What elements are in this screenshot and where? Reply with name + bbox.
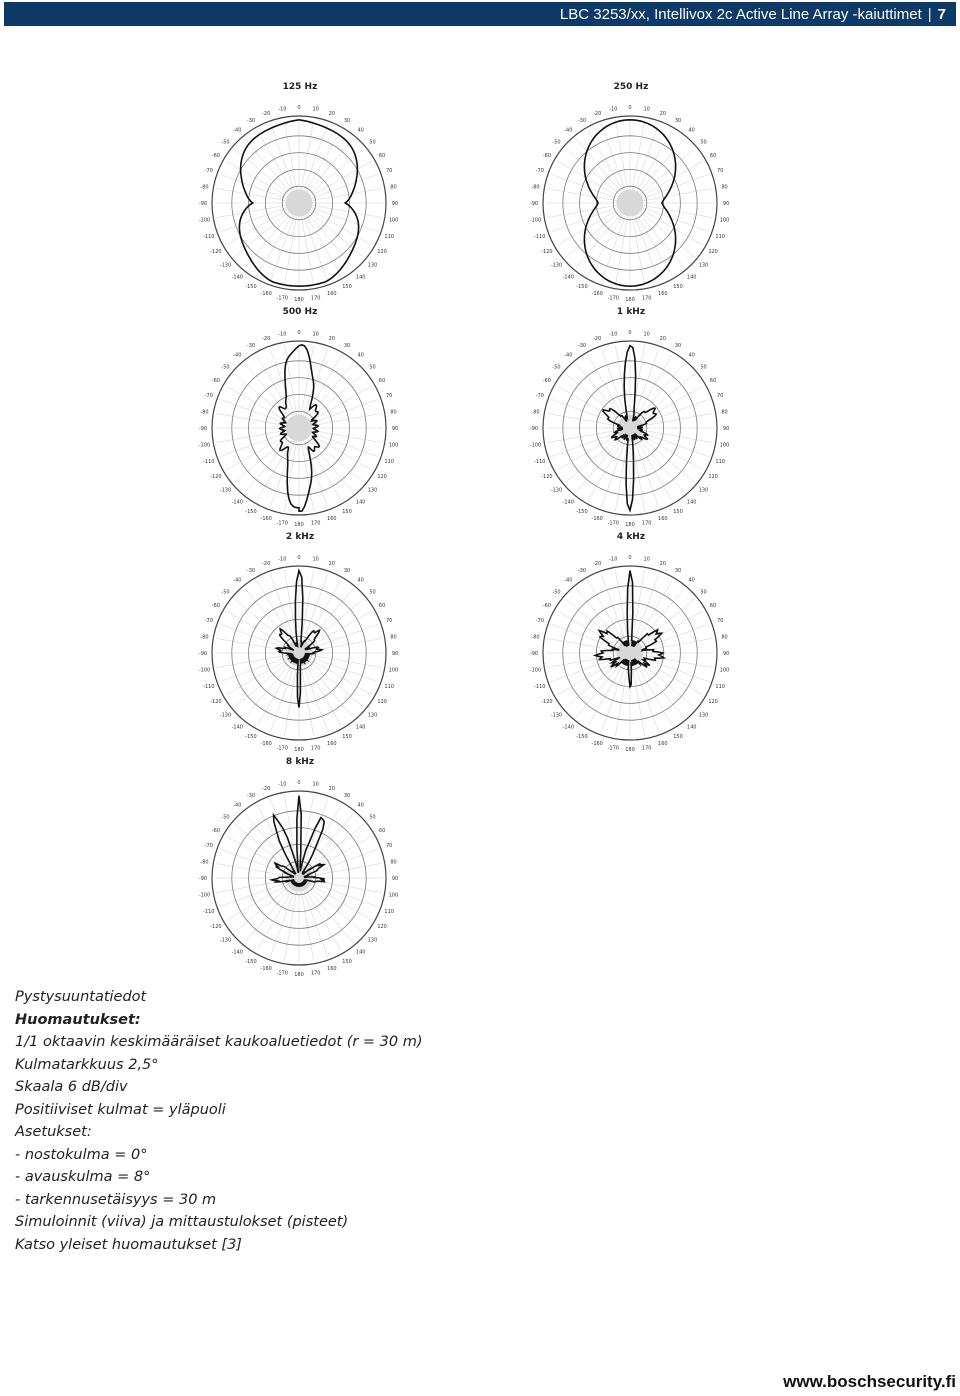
angle-tick-label: 30 [343, 567, 351, 574]
page-header [4, 2, 956, 26]
angle-tick-label: -170 [276, 295, 288, 302]
angle-tick-label: 80 [721, 184, 728, 191]
polar-chart [180, 532, 420, 757]
angle-tick-label: -160 [260, 741, 272, 748]
angle-tick-label: -60 [542, 603, 551, 609]
angle-tick-label: -100 [529, 442, 542, 449]
angle-tick-label: 110 [715, 233, 725, 240]
angle-tick-label: -130 [219, 262, 232, 269]
angle-tick-label: -70 [204, 168, 213, 175]
angle-tick-label: -140 [562, 724, 574, 731]
angle-tick-label: 110 [715, 683, 725, 690]
note-line: - nostokulma = 0° [15, 1146, 148, 1163]
polar-plot-4khz [511, 532, 751, 757]
angle-tick-label: -40 [233, 577, 242, 584]
angle-tick-label: 0 [628, 330, 632, 336]
angle-tick-label: -50 [552, 364, 561, 371]
angle-tick-label: 0 [297, 780, 301, 786]
angle-tick-label: -80 [200, 409, 209, 416]
document-title: LBC 3253/xx, Intellivox 2c Active Line Array -kaiuttimet [559, 5, 922, 23]
angle-tick-label: -70 [535, 618, 544, 625]
angle-tick-label: 170 [641, 520, 652, 527]
angle-tick-label: 180 [625, 297, 635, 303]
angle-tick-label: 30 [674, 342, 682, 349]
angle-tick-label: 100 [719, 442, 730, 449]
angle-tick-label: 120 [708, 699, 718, 705]
angle-tick-label: 150 [673, 734, 683, 741]
angle-tick-label: -130 [219, 712, 232, 719]
angle-tick-label: -170 [607, 745, 619, 752]
angle-tick-label: 40 [688, 352, 695, 359]
angle-tick-label: 80 [721, 634, 728, 641]
angle-tick-label: -80 [531, 409, 540, 416]
angle-tick-label: 180 [294, 522, 304, 528]
header-separator: | [927, 5, 932, 23]
angle-tick-label: -130 [219, 937, 232, 944]
angle-tick-label: 10 [643, 331, 650, 338]
notes-heading: Pystysuuntatiedot [15, 989, 147, 1005]
angle-tick-label: 70 [386, 618, 393, 625]
angle-tick-label: -120 [541, 249, 553, 255]
angle-tick-label: -100 [529, 667, 542, 674]
angle-tick-label: -150 [576, 509, 588, 516]
angle-tick-label: 50 [700, 589, 707, 596]
angle-tick-label: 100 [388, 217, 399, 224]
angle-tick-label: 180 [625, 747, 635, 753]
angle-tick-label: -150 [245, 734, 257, 741]
angle-tick-label: 40 [357, 802, 364, 809]
angle-tick-label: 170 [310, 520, 321, 527]
angle-tick-label: 110 [384, 908, 394, 915]
angle-tick-label: -110 [534, 683, 546, 690]
angle-tick-label: -20 [262, 110, 271, 117]
angle-tick-label: 50 [369, 814, 376, 821]
angle-tick-label: 150 [673, 284, 683, 291]
angle-tick-label: 60 [378, 378, 386, 384]
notes-block [15, 986, 715, 1256]
angle-tick-label: 70 [717, 393, 724, 400]
angle-tick-label: 150 [673, 509, 683, 516]
angle-tick-label: -130 [550, 712, 563, 719]
angle-tick-label: 150 [342, 959, 352, 966]
angle-tick-label: -30 [246, 567, 256, 574]
angle-tick-label: -100 [529, 217, 542, 224]
angle-tick-label: 20 [659, 335, 666, 342]
center-disc [286, 865, 313, 892]
angle-tick-label: 40 [357, 127, 364, 134]
angle-tick-label: 90 [391, 426, 399, 432]
angle-tick-label: -50 [221, 814, 230, 821]
polar-chart [511, 307, 751, 532]
angle-tick-label: -60 [211, 828, 220, 834]
angle-tick-label: 40 [688, 127, 695, 134]
angle-tick-label: -70 [535, 393, 544, 400]
angle-tick-label: -40 [564, 352, 573, 359]
angle-tick-label: -60 [542, 378, 551, 384]
angle-tick-label: 120 [708, 249, 718, 255]
polar-plot-250hz [511, 82, 751, 307]
angle-tick-label: 110 [384, 233, 394, 240]
angle-tick-label: 50 [369, 589, 376, 596]
angle-tick-label: 120 [708, 474, 718, 480]
angle-tick-label: -100 [198, 892, 211, 899]
angle-tick-label: -150 [245, 284, 257, 291]
angle-tick-label: 10 [312, 106, 319, 113]
angle-tick-label: 110 [384, 458, 394, 465]
angle-tick-label: -100 [198, 217, 211, 224]
angle-tick-label: 70 [717, 168, 724, 175]
angle-tick-label: -20 [593, 110, 602, 117]
page-number: 7 [937, 5, 946, 23]
angle-tick-label: -30 [246, 117, 256, 124]
plot-frequency-label: 8 kHz [285, 757, 315, 767]
angle-tick-label: -40 [564, 577, 573, 584]
angle-tick-label: 20 [659, 110, 666, 117]
angle-tick-label: 60 [378, 828, 386, 834]
angle-tick-label: -90 [529, 201, 539, 207]
angle-tick-label: 100 [388, 892, 399, 899]
angle-tick-label: -90 [198, 876, 208, 882]
angle-tick-label: -10 [278, 106, 287, 113]
angle-tick-label: 150 [342, 284, 352, 291]
angle-tick-label: 180 [625, 522, 635, 528]
angle-tick-label: 80 [390, 859, 397, 866]
angle-tick-label: -170 [607, 295, 619, 302]
angle-tick-label: -160 [260, 516, 272, 523]
angle-tick-label: -120 [210, 699, 222, 705]
angle-tick-label: -80 [200, 184, 209, 191]
polar-chart [180, 307, 420, 532]
angle-tick-label: 170 [641, 745, 652, 752]
angle-tick-label: -10 [278, 556, 287, 563]
angle-tick-label: -30 [246, 792, 256, 799]
angle-tick-label: -120 [210, 924, 222, 930]
angle-tick-label: -20 [262, 785, 271, 792]
angle-tick-label: 140 [355, 499, 366, 506]
angle-tick-label: 60 [709, 378, 717, 384]
angle-tick-label: 170 [641, 295, 652, 302]
angle-tick-label: 30 [343, 342, 351, 349]
angle-tick-label: -40 [233, 802, 242, 809]
angle-tick-label: -70 [204, 393, 213, 400]
angle-tick-label: 80 [721, 409, 728, 416]
angle-tick-label: -40 [564, 127, 573, 134]
angle-tick-label: -110 [203, 458, 215, 465]
angle-tick-label: 140 [686, 724, 697, 731]
angle-tick-label: -160 [260, 966, 272, 973]
note-line: - tarkennusetäisyys = 30 m [15, 1191, 217, 1208]
angle-tick-label: 30 [674, 567, 682, 574]
plot-frequency-label: 125 Hz [282, 82, 318, 92]
angle-tick-label: 40 [357, 352, 364, 359]
angle-tick-label: -70 [204, 843, 213, 850]
angle-tick-label: -170 [607, 520, 619, 527]
angle-tick-label: -80 [531, 634, 540, 641]
angle-tick-label: 10 [643, 106, 650, 113]
angle-tick-label: 130 [367, 937, 378, 944]
angle-tick-label: -120 [210, 249, 222, 255]
angle-tick-label: -20 [262, 335, 271, 342]
note-line: 1/1 oktaavin keskimääräiset kaukoaluetiedot (r = 30 m) [15, 1034, 423, 1050]
angle-tick-label: 0 [628, 555, 632, 561]
angle-tick-label: -50 [221, 139, 230, 146]
angle-tick-label: -30 [577, 117, 587, 124]
angle-tick-label: -120 [210, 474, 222, 480]
angle-tick-label: -80 [531, 184, 540, 191]
angle-tick-label: -160 [591, 516, 603, 523]
angle-tick-label: 90 [722, 651, 730, 657]
angle-tick-label: -60 [211, 378, 220, 384]
angle-tick-label: 160 [327, 291, 337, 298]
angle-tick-label: 0 [628, 105, 632, 111]
angle-tick-label: 180 [294, 747, 304, 753]
angle-tick-label: 120 [377, 249, 387, 255]
angle-tick-label: -140 [231, 724, 243, 731]
angle-tick-label: -170 [276, 970, 288, 977]
polar-plot-500hz [180, 307, 420, 532]
angle-tick-label: 130 [367, 487, 378, 494]
note-line: Kulmatarkkuus 2,5° [15, 1056, 159, 1073]
angle-tick-label: 60 [378, 603, 386, 609]
angle-tick-label: 20 [328, 335, 335, 342]
polar-chart [180, 757, 420, 982]
polar-chart [511, 532, 751, 757]
angle-tick-label: -10 [609, 556, 618, 563]
angle-tick-label: -110 [203, 233, 215, 240]
angle-tick-label: 100 [719, 667, 730, 674]
angle-tick-label: -80 [200, 859, 209, 866]
angle-tick-label: 100 [719, 217, 730, 224]
polar-plot-125hz [180, 82, 420, 307]
angle-tick-label: -60 [542, 153, 551, 159]
angle-tick-label: 140 [355, 274, 366, 281]
angle-tick-label: 70 [386, 168, 393, 175]
angle-tick-label: -140 [562, 499, 574, 506]
plot-frequency-label: 1 kHz [616, 307, 646, 317]
angle-tick-label: -40 [233, 352, 242, 359]
angle-tick-label: -10 [278, 781, 287, 788]
angle-tick-label: 180 [294, 972, 304, 978]
plot-frequency-label: 500 Hz [282, 307, 318, 317]
angle-tick-label: 20 [328, 785, 335, 792]
angle-tick-label: 90 [391, 651, 399, 657]
angle-tick-label: 40 [688, 577, 695, 584]
angle-tick-label: 90 [391, 876, 399, 882]
angle-tick-label: 60 [709, 603, 717, 609]
angle-tick-label: 50 [700, 139, 707, 146]
angle-tick-label: 150 [342, 509, 352, 516]
angle-tick-label: 130 [698, 712, 709, 719]
center-disc [286, 190, 313, 217]
angle-tick-label: 0 [297, 330, 301, 336]
angle-tick-label: -60 [211, 153, 220, 159]
angle-tick-label: -140 [231, 499, 243, 506]
angle-tick-label: -10 [609, 106, 618, 113]
angle-tick-label: -40 [233, 127, 242, 134]
angle-tick-label: -30 [577, 567, 587, 574]
angle-tick-label: 10 [312, 556, 319, 563]
notes-subheading: Huomautukset: [15, 1011, 141, 1028]
angle-tick-label: -140 [231, 274, 243, 281]
angle-tick-label: -150 [245, 509, 257, 516]
angle-tick-label: -140 [562, 274, 574, 281]
angle-tick-label: 130 [367, 712, 378, 719]
polar-plot-1khz [511, 307, 751, 532]
angle-tick-label: 50 [700, 364, 707, 371]
angle-tick-label: 160 [327, 966, 337, 973]
angle-tick-label: 80 [390, 184, 397, 191]
angle-tick-label: 160 [658, 516, 668, 523]
angle-tick-label: -90 [198, 201, 208, 207]
angle-tick-label: -170 [276, 745, 288, 752]
polar-chart [180, 82, 420, 307]
angle-tick-label: 40 [357, 577, 364, 584]
angle-tick-label: -150 [576, 734, 588, 741]
angle-tick-label: 170 [310, 295, 321, 302]
angle-tick-label: 80 [390, 634, 397, 641]
angle-tick-label: 0 [297, 555, 301, 561]
angle-tick-label: -110 [203, 683, 215, 690]
angle-tick-label: -130 [550, 487, 563, 494]
angle-tick-label: -140 [231, 949, 243, 956]
angle-tick-label: 0 [297, 105, 301, 111]
angle-tick-label: -170 [276, 520, 288, 527]
footer-website-link[interactable]: www.boschsecurity.fi [783, 1372, 956, 1391]
angle-tick-label: -110 [534, 233, 546, 240]
angle-tick-label: -90 [529, 426, 539, 432]
note-line: - avauskulma = 8° [15, 1169, 151, 1185]
angle-tick-label: -30 [246, 342, 256, 349]
angle-tick-label: 30 [343, 117, 351, 124]
angle-tick-label: 130 [367, 262, 378, 269]
angle-tick-label: 160 [327, 741, 337, 748]
angle-tick-label: 10 [312, 781, 319, 788]
angle-tick-label: -120 [541, 474, 553, 480]
angle-tick-label: 150 [342, 734, 352, 741]
angle-tick-label: -90 [529, 651, 539, 657]
angle-tick-label: 30 [674, 117, 682, 124]
angle-tick-label: -20 [593, 560, 602, 567]
polar-chart [511, 82, 751, 307]
angle-tick-label: -60 [211, 603, 220, 609]
angle-tick-label: -160 [591, 291, 603, 298]
angle-tick-label: 50 [369, 139, 376, 146]
angle-tick-label: 140 [686, 274, 697, 281]
note-line: Simuloinnit (viiva) ja mittaustulokset (pisteet) [15, 1214, 349, 1230]
angle-tick-label: 110 [715, 458, 725, 465]
angle-tick-label: -120 [541, 699, 553, 705]
plot-frequency-label: 2 kHz [285, 532, 315, 542]
note-line: Skaala 6 dB/div [15, 1079, 128, 1095]
angle-tick-label: 70 [717, 618, 724, 625]
angle-tick-label: 70 [386, 393, 393, 400]
angle-tick-label: 120 [377, 474, 387, 480]
angle-tick-label: -90 [198, 426, 208, 432]
angle-tick-label: -10 [278, 331, 287, 338]
note-line: Positiiviset kulmat = yläpuoli [15, 1101, 226, 1118]
angle-tick-label: -80 [200, 634, 209, 641]
angle-tick-label: -20 [262, 560, 271, 567]
angle-tick-label: 90 [391, 201, 399, 207]
note-line: Asetukset: [15, 1124, 92, 1140]
polar-plot-8khz [180, 757, 420, 982]
angle-tick-label: 100 [388, 667, 399, 674]
angle-tick-label: 140 [355, 724, 366, 731]
angle-tick-label: 20 [659, 560, 666, 567]
angle-tick-label: 10 [312, 331, 319, 338]
angle-tick-label: -10 [609, 331, 618, 338]
polar-plot-2khz [180, 532, 420, 757]
note-line: Katso yleiset huomautukset [3] [15, 1236, 242, 1253]
angle-tick-label: -150 [576, 284, 588, 291]
center-disc [286, 415, 313, 442]
angle-tick-label: 180 [294, 297, 304, 303]
angle-tick-label: 30 [343, 792, 351, 799]
angle-tick-label: 140 [355, 949, 366, 956]
angle-tick-label: 130 [698, 487, 709, 494]
angle-tick-label: -150 [245, 959, 257, 966]
angle-tick-label: 140 [686, 499, 697, 506]
angle-tick-label: -50 [552, 139, 561, 146]
angle-tick-label: -100 [198, 667, 211, 674]
angle-tick-label: 160 [327, 516, 337, 523]
angle-tick-label: -50 [221, 364, 230, 371]
angle-tick-label: 160 [658, 741, 668, 748]
angle-tick-label: -100 [198, 442, 211, 449]
angle-tick-label: -70 [535, 168, 544, 175]
angle-tick-label: -160 [260, 291, 272, 298]
angle-tick-label: -70 [204, 618, 213, 625]
angle-tick-label: 20 [328, 560, 335, 567]
angle-tick-label: 120 [377, 699, 387, 705]
angle-tick-label: -20 [593, 335, 602, 342]
plot-frequency-label: 250 Hz [613, 82, 649, 92]
plot-frequency-label: 4 kHz [616, 532, 646, 542]
angle-tick-label: 100 [388, 442, 399, 449]
angle-tick-label: 90 [722, 426, 730, 432]
center-disc [617, 190, 644, 217]
angle-tick-label: -110 [203, 908, 215, 915]
angle-tick-label: -50 [552, 589, 561, 596]
angle-tick-label: 10 [643, 556, 650, 563]
angle-tick-label: -50 [221, 589, 230, 596]
angle-tick-label: -160 [591, 741, 603, 748]
angle-tick-label: 170 [310, 970, 321, 977]
angle-tick-label: 160 [658, 291, 668, 298]
angle-tick-label: 110 [384, 683, 394, 690]
angle-tick-label: 50 [369, 364, 376, 371]
angle-tick-label: 60 [378, 153, 386, 159]
angle-tick-label: 80 [390, 409, 397, 416]
angle-tick-label: 70 [386, 843, 393, 850]
angle-tick-label: -30 [577, 342, 587, 349]
angle-tick-label: -130 [219, 487, 232, 494]
angle-tick-label: 170 [310, 745, 321, 752]
angle-tick-label: -110 [534, 458, 546, 465]
angle-tick-label: 20 [328, 110, 335, 117]
angle-tick-label: 130 [698, 262, 709, 269]
angle-tick-label: -130 [550, 262, 563, 269]
angle-tick-label: 120 [377, 924, 387, 930]
angle-tick-label: -90 [198, 651, 208, 657]
angle-tick-label: 60 [709, 153, 717, 159]
angle-tick-label: 90 [722, 201, 730, 207]
